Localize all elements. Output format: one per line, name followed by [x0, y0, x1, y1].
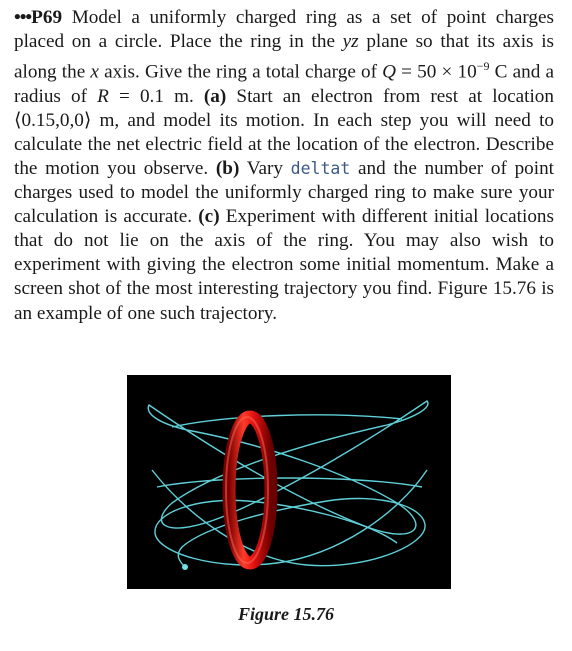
charged-ring: [226, 417, 271, 563]
radius-symbol: R: [97, 85, 109, 107]
trajectory-loop: [157, 478, 422, 487]
problem-text-part: Experiment with different initial locations that do not lie on the axis of the ring. You may also wish to experiment with giving the electron some initial momentum. Make a screen shot of the most interesting trajectory you find. Figure 15.76 is an example of one such trajectory.: [14, 206, 554, 324]
electron-trajectory: [148, 401, 428, 567]
problem-text-part: plane so that its axis is along the: [14, 31, 555, 83]
problem-text-part: axis. Give the ring a total charge of: [98, 61, 383, 83]
radius-value: = 0.1 m.: [108, 85, 204, 107]
problem-text: [14, 6, 554, 326]
charge-symbol: Q: [382, 61, 397, 83]
charge-exponent: −9: [476, 59, 490, 74]
problem-text-part: C and a radius of: [14, 61, 554, 107]
problem-text-part: and the number of point charges used to model the uniformly charged ring to make sure your calculation is accurate.: [14, 157, 555, 228]
trajectory-render: [127, 375, 451, 589]
difficulty-dots: •••: [14, 7, 32, 28]
code-variable: deltat: [290, 158, 351, 178]
problem-text-part: Vary: [239, 157, 291, 179]
part-c-label: (c): [198, 206, 220, 228]
axis-label: x: [90, 61, 99, 83]
problem-text-part: Model a uniformly charged ring as a set of point charges placed on a circle. Place the ring in the: [14, 7, 554, 53]
trajectory-figure: [127, 375, 451, 589]
trajectory-loop: [172, 415, 402, 427]
plane-label: yz: [342, 31, 359, 53]
part-a-label: (a): [203, 85, 227, 107]
charge-value: = 50 × 10: [396, 61, 477, 83]
trajectory-loop: [161, 401, 427, 528]
part-b-label: (b): [215, 157, 240, 179]
electron-marker: [182, 564, 188, 570]
problem-id: P69: [31, 7, 63, 28]
figure-caption: Figure 15.76: [237, 604, 334, 624]
problem-text-part: Start an electron from rest at location ⟨0.15,0,0⟩ m, and model its motion. In each step you will need to calculate the net electric field at the location of the electron. Describe the motion you observe.: [14, 85, 554, 179]
